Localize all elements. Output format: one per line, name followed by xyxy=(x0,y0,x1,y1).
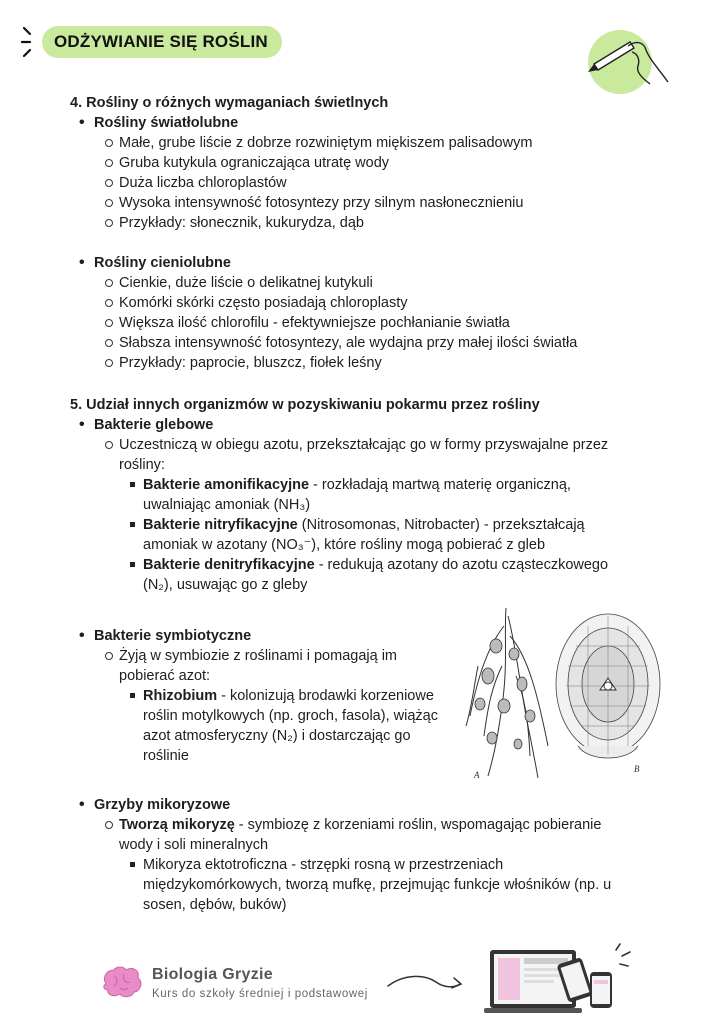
bacteria-type-item-cont: (N₂), usuwając go z gleby xyxy=(143,577,308,593)
bacteria-type-item: Bakterie amonifikacyjne - rozkładają martwą materię organiczną, xyxy=(143,477,571,493)
list-item: Większa ilość chlorofilu - efektywniejsze pochłanianie światła xyxy=(119,315,510,331)
section-4-heading: 4. Rośliny o różnych wymaganiach świetlnych xyxy=(70,95,389,111)
list-item: Wysoka intensywność fotosyntezy przy silnym nasłonecznieniu xyxy=(119,195,524,211)
mycorrhiza-main-cont: wody i soli mineralnych xyxy=(119,837,269,853)
rhizobium-item-cont: azot atmosferyczny (N₂) i dostarczając go xyxy=(143,728,411,744)
list-item: Słabsza intensywność fotosyntezy, ale wydajna przy małej ilości światła xyxy=(119,335,578,351)
shade-loving-label: • Rośliny cieniolubne xyxy=(94,253,231,273)
bacteria-type-item: Bakterie nitryfikacyjne (Nitrosomonas, Nitrobacter) - przekształcają xyxy=(143,517,585,533)
bacteria-type-item: Bakterie denitryfikacyjne - redukują azotany do azotu cząsteczkowego xyxy=(143,557,609,573)
bacteria-type-item-cont: uwalniając amoniak (NH₃) xyxy=(143,497,311,513)
soil-bacteria-intro-cont: rośliny: xyxy=(119,457,165,473)
root-nodules-illustration xyxy=(458,606,666,782)
list-item: Gruba kutykula ograniczająca utratę wody xyxy=(119,155,390,171)
mycorrhiza-main: Tworzą mikoryzę - symbiozę z korzeniami roślin, wspomagając pobieranie xyxy=(119,817,602,833)
mycorrhiza-label: • Grzyby mikoryzowe xyxy=(94,795,230,815)
devices-mockup-icon xyxy=(484,942,634,1018)
symbiotic-intro-cont: pobierać azot: xyxy=(119,668,211,684)
bacteria-type-item-cont: amoniak w azotany (NO₃⁻), które rośliny mogą pobierać z gleb xyxy=(143,537,546,553)
list-item: Duża liczba chloroplastów xyxy=(119,175,287,191)
list-item: Małe, grube liście z dobrze rozwiniętym miękiszem palisadowym xyxy=(119,135,533,151)
writing-hand-icon xyxy=(588,30,652,94)
figure-label-a: A xyxy=(474,770,480,780)
soil-bacteria-label: • Bakterie glebowe xyxy=(94,415,213,435)
rhizobium-item: Rhizobium - kolonizują brodawki korzeniowe xyxy=(143,688,434,704)
page-title: ODŻYWIANIE SIĘ ROŚLIN xyxy=(42,26,282,58)
figure-label-b: B xyxy=(634,764,640,774)
rhizobium-item-cont: roślin motylkowych (np. groch, fasola), wiążąc xyxy=(143,708,438,724)
section-5-heading: 5. Udział innych organizmów w pozyskiwaniu pokarmu przez rośliny xyxy=(70,397,540,413)
symbiotic-intro: Żyją w symbiozie z roślinami i pomagają im xyxy=(119,648,397,664)
list-item: Przykłady: paprocie, bluszcz, fiołek leśny xyxy=(119,355,382,371)
list-item: Komórki skórki często posiadają chloroplasty xyxy=(119,295,408,311)
soil-bacteria-intro: Uczestniczą w obiegu azotu, przekształcając go w formy przyswajalne przez xyxy=(119,437,609,453)
spark-icon xyxy=(20,24,40,60)
light-loving-label: • Rośliny światłolubne xyxy=(94,113,238,133)
brand-name: Biologia Gryzie xyxy=(152,966,273,983)
brain-logo-icon xyxy=(100,964,144,1000)
brand-tagline: Kurs do szkoły średniej i podstawowej xyxy=(152,988,368,1000)
symbiotic-bacteria-label: • Bakterie symbiotyczne xyxy=(94,626,251,646)
list-item: Cienkie, duże liście o delikatnej kutykuli xyxy=(119,275,373,291)
arrow-icon xyxy=(384,968,464,998)
ecto-mycorrhiza-item: Mikoryza ektotroficzna - strzępki rosną w przestrzeniach xyxy=(143,857,504,873)
rhizobium-item-cont: roślinie xyxy=(143,748,189,764)
list-item: Przykłady: słonecznik, kukurydza, dąb xyxy=(119,215,364,231)
ecto-mycorrhiza-item-cont: sosen, dębów, buków) xyxy=(143,897,287,913)
ecto-mycorrhiza-item-cont: międzykomórkowych, tworzą mufkę, przejmując funkcje włośników (np. u xyxy=(143,877,612,893)
